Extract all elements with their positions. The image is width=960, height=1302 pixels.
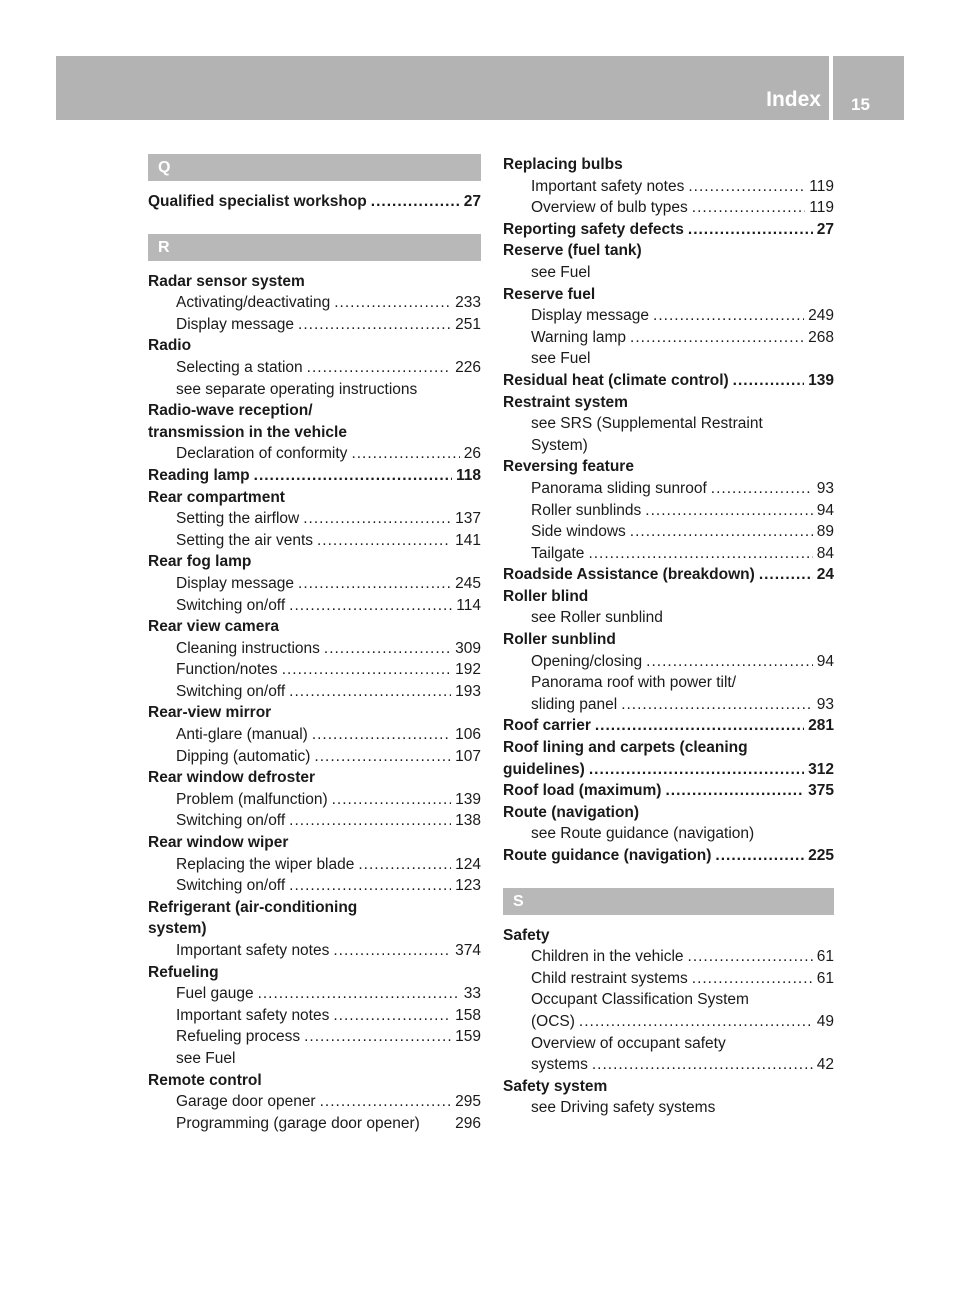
entry-text: Setting the air vents bbox=[176, 531, 313, 549]
page-reference[interactable]: 225 bbox=[808, 847, 834, 864]
index-entry bbox=[148, 1070, 481, 1092]
entry-text: Important safety notes bbox=[176, 942, 330, 959]
entry-text: see Fuel bbox=[531, 263, 591, 281]
index-subentry bbox=[503, 607, 834, 629]
entry-text: Dipping (automatic) bbox=[176, 747, 311, 765]
index-subentry[interactable] bbox=[148, 854, 481, 876]
index-subentry[interactable] bbox=[503, 327, 834, 349]
index-entry bbox=[503, 392, 834, 414]
page-reference[interactable]: 119 bbox=[809, 177, 834, 195]
index-subentry[interactable] bbox=[148, 940, 481, 962]
entry-text: see Fuel bbox=[531, 350, 591, 368]
entry-text: Switching on/off bbox=[176, 877, 286, 895]
page-reference[interactable]: 93 bbox=[816, 479, 834, 497]
index-column-left bbox=[148, 154, 481, 1134]
entry-text: Garage door opener bbox=[176, 1093, 316, 1111]
page-reference[interactable]: 192 bbox=[455, 661, 481, 679]
page-reference[interactable]: 33 bbox=[463, 985, 481, 1003]
index-entry bbox=[148, 962, 481, 984]
index-entry bbox=[148, 400, 481, 422]
leader-dots bbox=[289, 875, 451, 897]
page-reference[interactable]: 27 bbox=[816, 220, 834, 238]
leader-dots bbox=[314, 746, 451, 768]
leader-dots bbox=[665, 780, 804, 802]
index-subentry bbox=[503, 989, 834, 1011]
leader-dots bbox=[324, 638, 451, 660]
index-entry bbox=[503, 456, 834, 478]
index-subentry[interactable] bbox=[148, 1113, 481, 1135]
index-subentry[interactable] bbox=[148, 1091, 481, 1113]
entry-text: Remote control bbox=[148, 1071, 262, 1089]
entry-text: Reporting safety defects bbox=[503, 220, 684, 238]
page-reference[interactable]: 123 bbox=[455, 877, 481, 895]
index-subentry[interactable] bbox=[148, 292, 481, 314]
entry-text: Important safety notes bbox=[176, 1006, 330, 1024]
page-reference[interactable]: 296 bbox=[455, 1114, 481, 1132]
entry-text: Radio-wave reception/ bbox=[148, 402, 313, 420]
entry-text: Roller sunblinds bbox=[531, 501, 642, 519]
index-subentry[interactable] bbox=[148, 314, 481, 336]
index-subentry[interactable] bbox=[148, 789, 481, 811]
entry-text: Declaration of conformity bbox=[176, 445, 348, 463]
index-entry bbox=[148, 616, 481, 638]
index-column-right bbox=[503, 154, 834, 1119]
entry-text: Radar sensor system bbox=[148, 272, 305, 290]
index-subentry[interactable] bbox=[148, 983, 481, 1005]
index-subentry bbox=[503, 262, 834, 284]
entry-text: Reserve (fuel tank) bbox=[503, 242, 642, 260]
entry-text: Radio bbox=[148, 337, 192, 355]
page-reference[interactable]: 94 bbox=[816, 652, 834, 670]
index-subentry[interactable] bbox=[503, 176, 834, 198]
leader-dots bbox=[645, 500, 812, 522]
index-entry bbox=[503, 925, 834, 947]
entry-text: Residual heat (climate control) bbox=[503, 371, 729, 389]
index-entry bbox=[148, 897, 481, 919]
entry-text: Problem (malfunction) bbox=[176, 790, 328, 808]
page-reference[interactable]: 93 bbox=[816, 695, 834, 713]
index-subentry bbox=[503, 1033, 834, 1055]
index-entry bbox=[148, 335, 481, 357]
entry-text: Overview of occupant safety bbox=[531, 1034, 726, 1052]
index-entry bbox=[503, 629, 834, 651]
entry-text: Roadside Assistance (breakdown) bbox=[503, 566, 755, 584]
entry-text: Child restraint systems bbox=[531, 969, 688, 987]
leader-dots bbox=[589, 759, 804, 781]
index-subentry[interactable] bbox=[503, 305, 834, 327]
leader-dots bbox=[351, 443, 459, 465]
page-reference[interactable]: 268 bbox=[808, 328, 834, 346]
index-entry bbox=[148, 918, 481, 940]
leader-dots bbox=[334, 292, 451, 314]
page-reference[interactable]: 312 bbox=[808, 760, 834, 778]
index-subentry bbox=[503, 413, 834, 435]
page-reference[interactable]: 158 bbox=[455, 1006, 481, 1024]
leader-dots bbox=[303, 508, 451, 530]
entry-text: Display message bbox=[531, 307, 650, 325]
index-entry bbox=[503, 284, 834, 306]
index-subentry[interactable] bbox=[148, 573, 481, 595]
page-reference[interactable]: 138 bbox=[455, 812, 481, 830]
entry-text: Rear view camera bbox=[148, 618, 279, 636]
entry-text: Reserve fuel bbox=[503, 285, 596, 303]
leader-dots bbox=[592, 1054, 813, 1076]
entry-text: Switching on/off bbox=[176, 682, 286, 700]
leader-dots bbox=[332, 789, 452, 811]
entry-text: Panorama roof with power tilt/ bbox=[531, 674, 737, 692]
entry-text: sliding panel bbox=[531, 695, 618, 713]
page-reference[interactable]: 139 bbox=[808, 371, 834, 389]
index-subentry[interactable] bbox=[503, 946, 834, 968]
index-subentry[interactable] bbox=[148, 530, 481, 552]
page-reference[interactable]: 251 bbox=[455, 315, 481, 333]
index-entry bbox=[503, 802, 834, 824]
leader-dots bbox=[692, 968, 813, 990]
entry-text: Programming (garage door opener) bbox=[176, 1114, 420, 1132]
index-subentry[interactable] bbox=[503, 543, 834, 565]
entry-text: Replacing the wiper blade bbox=[176, 855, 355, 873]
entry-text: Rear-view mirror bbox=[148, 704, 272, 722]
index-subentry bbox=[503, 823, 834, 845]
index-entry bbox=[148, 271, 481, 293]
index-subentry[interactable] bbox=[503, 651, 834, 673]
entry-text: see Roller sunblind bbox=[531, 609, 663, 627]
entry-text: Restraint system bbox=[503, 393, 628, 411]
page-reference[interactable]: 295 bbox=[455, 1093, 481, 1111]
entry-text: systems bbox=[531, 1056, 588, 1074]
index-entry bbox=[148, 702, 481, 724]
page-reference[interactable]: 114 bbox=[456, 596, 481, 614]
index-subentry[interactable] bbox=[503, 694, 834, 716]
entry-text: Reading lamp bbox=[148, 466, 250, 484]
leader-dots bbox=[289, 810, 451, 832]
entry-text: transmission in the vehicle bbox=[148, 423, 347, 441]
entry-text: Setting the airflow bbox=[176, 510, 300, 528]
leader-dots bbox=[715, 845, 804, 867]
page-reference[interactable]: 249 bbox=[808, 307, 834, 325]
entry-text: Roof load (maximum) bbox=[503, 782, 662, 800]
leader-dots bbox=[289, 595, 452, 617]
index-subentry bbox=[503, 1097, 834, 1119]
page-reference[interactable]: 24 bbox=[816, 566, 834, 584]
entry-text: System) bbox=[531, 436, 588, 454]
leader-dots bbox=[588, 543, 812, 565]
page-reference[interactable]: 375 bbox=[808, 782, 834, 800]
leader-dots bbox=[282, 659, 451, 681]
leader-dots bbox=[630, 327, 804, 349]
leader-dots bbox=[688, 219, 813, 241]
page-reference[interactable]: 159 bbox=[455, 1028, 481, 1046]
leader-dots bbox=[692, 197, 805, 219]
entry-text: (OCS) bbox=[531, 1012, 575, 1030]
index-entry bbox=[148, 551, 481, 573]
entry-text: Route (navigation) bbox=[503, 803, 640, 821]
leader-dots bbox=[298, 573, 451, 595]
index-entry bbox=[148, 487, 481, 509]
leader-dots bbox=[688, 176, 805, 198]
entry-text: Refueling bbox=[148, 963, 219, 981]
entry-text: Warning lamp bbox=[531, 328, 627, 346]
page-reference[interactable]: 42 bbox=[816, 1056, 834, 1074]
index-entry bbox=[503, 737, 834, 759]
leader-dots bbox=[258, 983, 460, 1005]
entry-text: Safety bbox=[503, 926, 550, 944]
page-reference[interactable]: 233 bbox=[455, 294, 481, 312]
leader-dots bbox=[333, 1005, 451, 1027]
section-header-s: S bbox=[503, 888, 834, 915]
index-subentry[interactable] bbox=[503, 521, 834, 543]
page-reference[interactable]: 94 bbox=[816, 501, 834, 519]
index-entry bbox=[148, 832, 481, 854]
leader-dots bbox=[688, 946, 813, 968]
index-subentry[interactable] bbox=[503, 968, 834, 990]
entry-text: Qualified specialist workshop bbox=[148, 193, 367, 210]
page-reference[interactable]: 137 bbox=[455, 510, 481, 528]
entry-text: Refueling process bbox=[176, 1028, 301, 1046]
index-subentry[interactable] bbox=[148, 638, 481, 660]
entry-text: Rear window defroster bbox=[148, 769, 316, 787]
entry-text: Display message bbox=[176, 574, 295, 592]
index-subentry[interactable] bbox=[148, 443, 481, 465]
entry-text: Roller blind bbox=[503, 587, 589, 605]
entry-text: Side windows bbox=[531, 523, 626, 541]
entry-text: see SRS (Supplemental Restraint bbox=[531, 415, 763, 433]
leader-dots bbox=[298, 314, 451, 336]
index-entry[interactable] bbox=[148, 191, 481, 213]
index-entry[interactable] bbox=[503, 759, 834, 781]
entry-text: Cleaning instructions bbox=[176, 639, 320, 657]
entry-text: Reversing feature bbox=[503, 458, 634, 476]
index-entry[interactable] bbox=[503, 780, 834, 802]
page-reference[interactable]: 309 bbox=[455, 639, 481, 657]
index-subentry[interactable] bbox=[503, 1054, 834, 1076]
index-subentry[interactable] bbox=[503, 197, 834, 219]
entry-text: see Fuel bbox=[176, 1049, 236, 1067]
page-reference[interactable]: 61 bbox=[816, 948, 834, 966]
entry-text: Anti-glare (manual) bbox=[176, 726, 308, 744]
page-reference[interactable]: 61 bbox=[816, 969, 834, 987]
entry-text: Rear window wiper bbox=[148, 834, 289, 852]
leader-dots bbox=[304, 1026, 451, 1048]
page-reference[interactable]: 193 bbox=[455, 682, 481, 700]
index-entry[interactable] bbox=[503, 370, 834, 392]
leader-dots bbox=[254, 465, 452, 487]
leader-dots bbox=[579, 1011, 813, 1033]
page-reference[interactable]: 106 bbox=[455, 726, 481, 744]
index-entry[interactable] bbox=[148, 465, 481, 487]
header-divider bbox=[829, 56, 833, 120]
leader-dots bbox=[358, 854, 451, 876]
index-entry[interactable] bbox=[503, 715, 834, 737]
entry-text: Fuel gauge bbox=[176, 985, 254, 1003]
section-header-q: Q bbox=[148, 154, 481, 181]
leader-dots bbox=[289, 681, 451, 703]
index-subentry bbox=[503, 348, 834, 370]
page-reference[interactable]: 124 bbox=[455, 855, 481, 873]
entry-text: Display message bbox=[176, 315, 295, 333]
index-subentry[interactable] bbox=[148, 810, 481, 832]
entry-text: Refrigerant (air-conditioning bbox=[148, 898, 358, 916]
index-entry bbox=[503, 586, 834, 608]
entry-text: Rear fog lamp bbox=[148, 553, 252, 571]
leader-dots bbox=[759, 564, 813, 586]
leader-dots bbox=[733, 370, 804, 392]
page-reference[interactable]: 119 bbox=[809, 199, 834, 217]
entry-text: Safety system bbox=[503, 1077, 608, 1095]
entry-text: system) bbox=[148, 920, 207, 938]
page-reference[interactable]: 84 bbox=[816, 544, 834, 562]
entry-text: Occupant Classification System bbox=[531, 991, 749, 1009]
index-subentry[interactable] bbox=[148, 875, 481, 897]
leader-dots bbox=[653, 305, 804, 327]
page-reference[interactable]: 141 bbox=[455, 531, 481, 549]
entry-text: Important safety notes bbox=[531, 177, 685, 195]
leader-dots bbox=[317, 530, 451, 552]
leader-dots bbox=[371, 191, 460, 213]
leader-dots bbox=[646, 651, 813, 673]
index-subentry[interactable] bbox=[148, 595, 481, 617]
index-subentry[interactable] bbox=[148, 746, 481, 768]
entry-text: Roof lining and carpets (cleaning bbox=[503, 739, 748, 757]
index-entry bbox=[148, 767, 481, 789]
leader-dots bbox=[320, 1091, 452, 1113]
index-subentry bbox=[503, 435, 834, 457]
index-entry bbox=[503, 1076, 834, 1098]
page-reference[interactable]: 107 bbox=[455, 747, 481, 765]
page-reference[interactable]: 26 bbox=[463, 445, 481, 463]
leader-dots bbox=[595, 715, 804, 737]
entry-text: Replacing bulbs bbox=[503, 156, 623, 173]
entry-text: Roof carrier bbox=[503, 717, 591, 735]
page-title: Index bbox=[766, 88, 821, 111]
entry-text: guidelines) bbox=[503, 760, 585, 778]
page-reference[interactable]: 245 bbox=[455, 574, 481, 592]
index-entry[interactable] bbox=[503, 219, 834, 241]
entry-text: Rear compartment bbox=[148, 488, 285, 506]
page-reference[interactable]: 27 bbox=[463, 193, 481, 210]
index-subentry bbox=[148, 1048, 481, 1070]
page-reference[interactable]: 374 bbox=[455, 942, 481, 959]
index-entry[interactable] bbox=[503, 845, 834, 867]
page-reference[interactable]: 139 bbox=[455, 790, 481, 808]
leader-dots bbox=[711, 478, 813, 500]
entry-text: Overview of bulb types bbox=[531, 199, 688, 217]
entry-text: Roller sunblind bbox=[503, 631, 616, 649]
index-subentry[interactable] bbox=[148, 1005, 481, 1027]
index-entry bbox=[148, 422, 481, 444]
leader-dots bbox=[630, 521, 813, 543]
entry-text: Opening/closing bbox=[531, 652, 643, 670]
page-reference[interactable]: 49 bbox=[816, 1012, 834, 1030]
leader-dots bbox=[307, 357, 451, 379]
index-subentry[interactable] bbox=[148, 659, 481, 681]
entry-text: Function/notes bbox=[176, 661, 278, 679]
entry-text: Activating/deactivating bbox=[176, 294, 331, 312]
index-subentry[interactable] bbox=[503, 500, 834, 522]
index-subentry[interactable] bbox=[148, 681, 481, 703]
page-reference[interactable]: 281 bbox=[808, 717, 834, 735]
index-entry[interactable] bbox=[503, 564, 834, 586]
page-reference[interactable]: 118 bbox=[455, 466, 481, 484]
entry-text: see separate operating instructions bbox=[176, 380, 418, 398]
entry-text: Tailgate bbox=[531, 544, 585, 562]
index-subentry[interactable] bbox=[148, 508, 481, 530]
entry-text: Switching on/off bbox=[176, 596, 286, 614]
index-subentry bbox=[503, 672, 834, 694]
entry-text: Panorama sliding sunroof bbox=[531, 479, 707, 497]
page-number: 15 bbox=[851, 95, 870, 114]
leader-dots bbox=[312, 724, 451, 746]
page-reference[interactable]: 89 bbox=[816, 523, 834, 541]
index-entry bbox=[503, 240, 834, 262]
entry-text: see Route guidance (navigation) bbox=[531, 825, 755, 843]
leader-dots bbox=[333, 940, 451, 962]
leader-dots bbox=[621, 694, 813, 716]
index-subentry[interactable] bbox=[148, 1026, 481, 1048]
section-header-r: R bbox=[148, 234, 481, 261]
entry-text: Switching on/off bbox=[176, 812, 286, 830]
entry-text: Selecting a station bbox=[176, 358, 303, 376]
entry-text: Route guidance (navigation) bbox=[503, 847, 712, 864]
page-reference[interactable]: 226 bbox=[455, 358, 481, 376]
index-subentry bbox=[148, 379, 481, 401]
index-subentry[interactable] bbox=[503, 1011, 834, 1033]
index-entry bbox=[503, 154, 834, 176]
index-subentry[interactable] bbox=[148, 357, 481, 379]
entry-text: see Driving safety systems bbox=[531, 1099, 716, 1117]
entry-text: Children in the vehicle bbox=[531, 948, 684, 966]
index-subentry[interactable] bbox=[503, 478, 834, 500]
index-subentry[interactable] bbox=[148, 724, 481, 746]
